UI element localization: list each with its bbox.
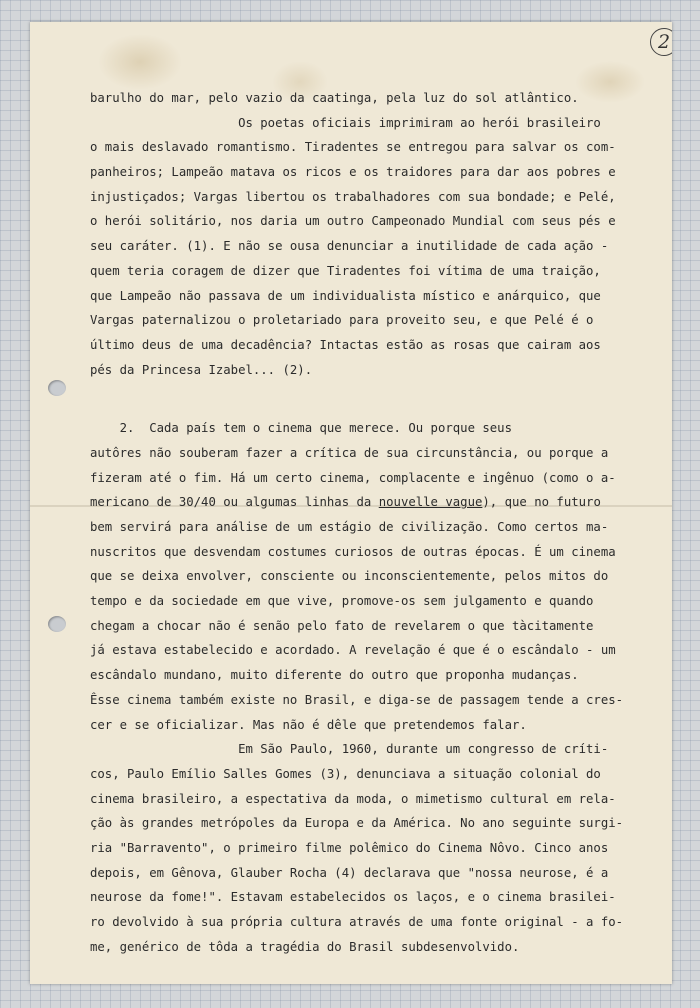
punch-hole-top (48, 380, 66, 396)
text-line: Êsse cinema também existe no Brasil, e diga-se de passagem tende a cres- (90, 692, 624, 707)
text-line: o mais deslavado romantismo. Tiradentes se entregou para salvar os com- (90, 140, 616, 155)
text-line: fizeram até o fim. Há um certo cinema, complacente e ingênuo (como o a- (90, 470, 616, 485)
text-line: último deus de uma decadência? Intactas estão as rosas que cairam aos (90, 337, 601, 352)
paragraph-sao-paulo (90, 737, 670, 959)
text-line: nuscritos que desvendam costumes curiosos de outras épocas. É um cinema (90, 544, 616, 559)
text-line: escândalo mundano, muito diferente do outro que proponha mudanças. (90, 668, 579, 683)
paragraph-cinema (90, 416, 670, 737)
nouvelle-vague-underlined: nouvelle vague (378, 495, 483, 510)
text-line: depois, em Gênova, Glauber Rocha (4) declarava que "nossa neurose, é a (90, 865, 609, 880)
text-line: bem servirá para análise de um estágio de civilização. Como certos ma- (90, 520, 609, 534)
punch-hole-bottom (48, 616, 66, 632)
text-line: pés da Princesa Izabel... (2). (90, 362, 313, 377)
text-line: quem teria coragem de dizer que Tiradentes foi vítima de uma traição, (90, 263, 601, 278)
text-line: barulho do mar, pelo vazio da caatinga, pela luz do sol atlântico. (90, 91, 579, 105)
text-line: cinema brasileiro, a espectativa da moda, o mimetismo cultural em rela- (90, 791, 616, 806)
text-line: já estava estabelecido e acordado. A revelação é que é o escândalo - um (90, 643, 616, 658)
text-line: Em São Paulo, 1960, durante um congresso de críti- (90, 742, 609, 757)
text-before-underline: mericano de 30/40 ou algumas linhas da (90, 495, 379, 510)
text-line: tempo e da sociedade em que vive, promove-os sem julgamento e quando (90, 594, 594, 609)
paragraph-cinema-start (90, 416, 670, 490)
text-line: Vargas paternalizou o proletariado para proveito seu, e que Pelé é o (90, 313, 594, 328)
text-line-underlined (90, 490, 670, 515)
paragraph-cinema-end (90, 515, 670, 737)
body-text (90, 86, 670, 959)
text-line: seu caráter. (1). E não se ousa denunciar a inutilidade de cada ação - (90, 239, 609, 254)
text-line: ria "Barravento", o primeiro filme polêmico do Cinema Nôvo. Cinco anos (90, 840, 609, 855)
text-line: neurose da fome!". Estavam estabelecidos os laços, e o cinema brasilei- (90, 890, 616, 905)
text-line: autôres não souberam fazer a crítica de sua circunstância, ou porque a (90, 445, 609, 460)
text-line: panheiros; Lampeão matava os ricos e os traidores para dar aos pobres e (90, 165, 616, 180)
text-line: que se deixa envolver, consciente ou inconscientemente, pelos mitos do (90, 569, 609, 584)
typewritten-page (30, 22, 672, 984)
text-line: o herói solitário, nos daria um outro Campeonado Mundial com seus pés e (90, 214, 616, 229)
text-line: injustiçados; Vargas libertou os trabalhadores com sua bondade; e Pelé, (90, 189, 616, 204)
text-line: ro devolvido à sua própria cultura através de uma fonte original - a fo- (90, 915, 624, 929)
text-line: me, genérico de tôda a tragédia do Brasil subdesenvolvido. (90, 939, 520, 954)
paragraph-gap (90, 382, 670, 416)
text-line: 2. Cada país tem o cinema que merece. Ou porque seus (90, 421, 512, 436)
text-after-underline: ), que no futuro (482, 495, 601, 510)
text-line: que Lampeão não passava de um individualista místico e anárquico, que (90, 288, 601, 303)
page-number: 2 (650, 28, 672, 56)
text-line: cos, Paulo Emílio Salles Gomes (3), denunciava a situação colonial do (90, 766, 601, 781)
text-line: cer e se oficializar. Mas não é dêle que pretendemos falar. (90, 717, 527, 732)
paragraph-heroes (90, 86, 670, 382)
text-line: Os poetas oficiais imprimiram ao herói brasileiro (90, 115, 601, 130)
text-line: ção às grandes metrópoles da Europa e da América. No ano seguinte surgi- (90, 816, 624, 831)
text-line: chegam a chocar não é senão pelo fato de revelarem o que tàcitamente (90, 618, 594, 633)
